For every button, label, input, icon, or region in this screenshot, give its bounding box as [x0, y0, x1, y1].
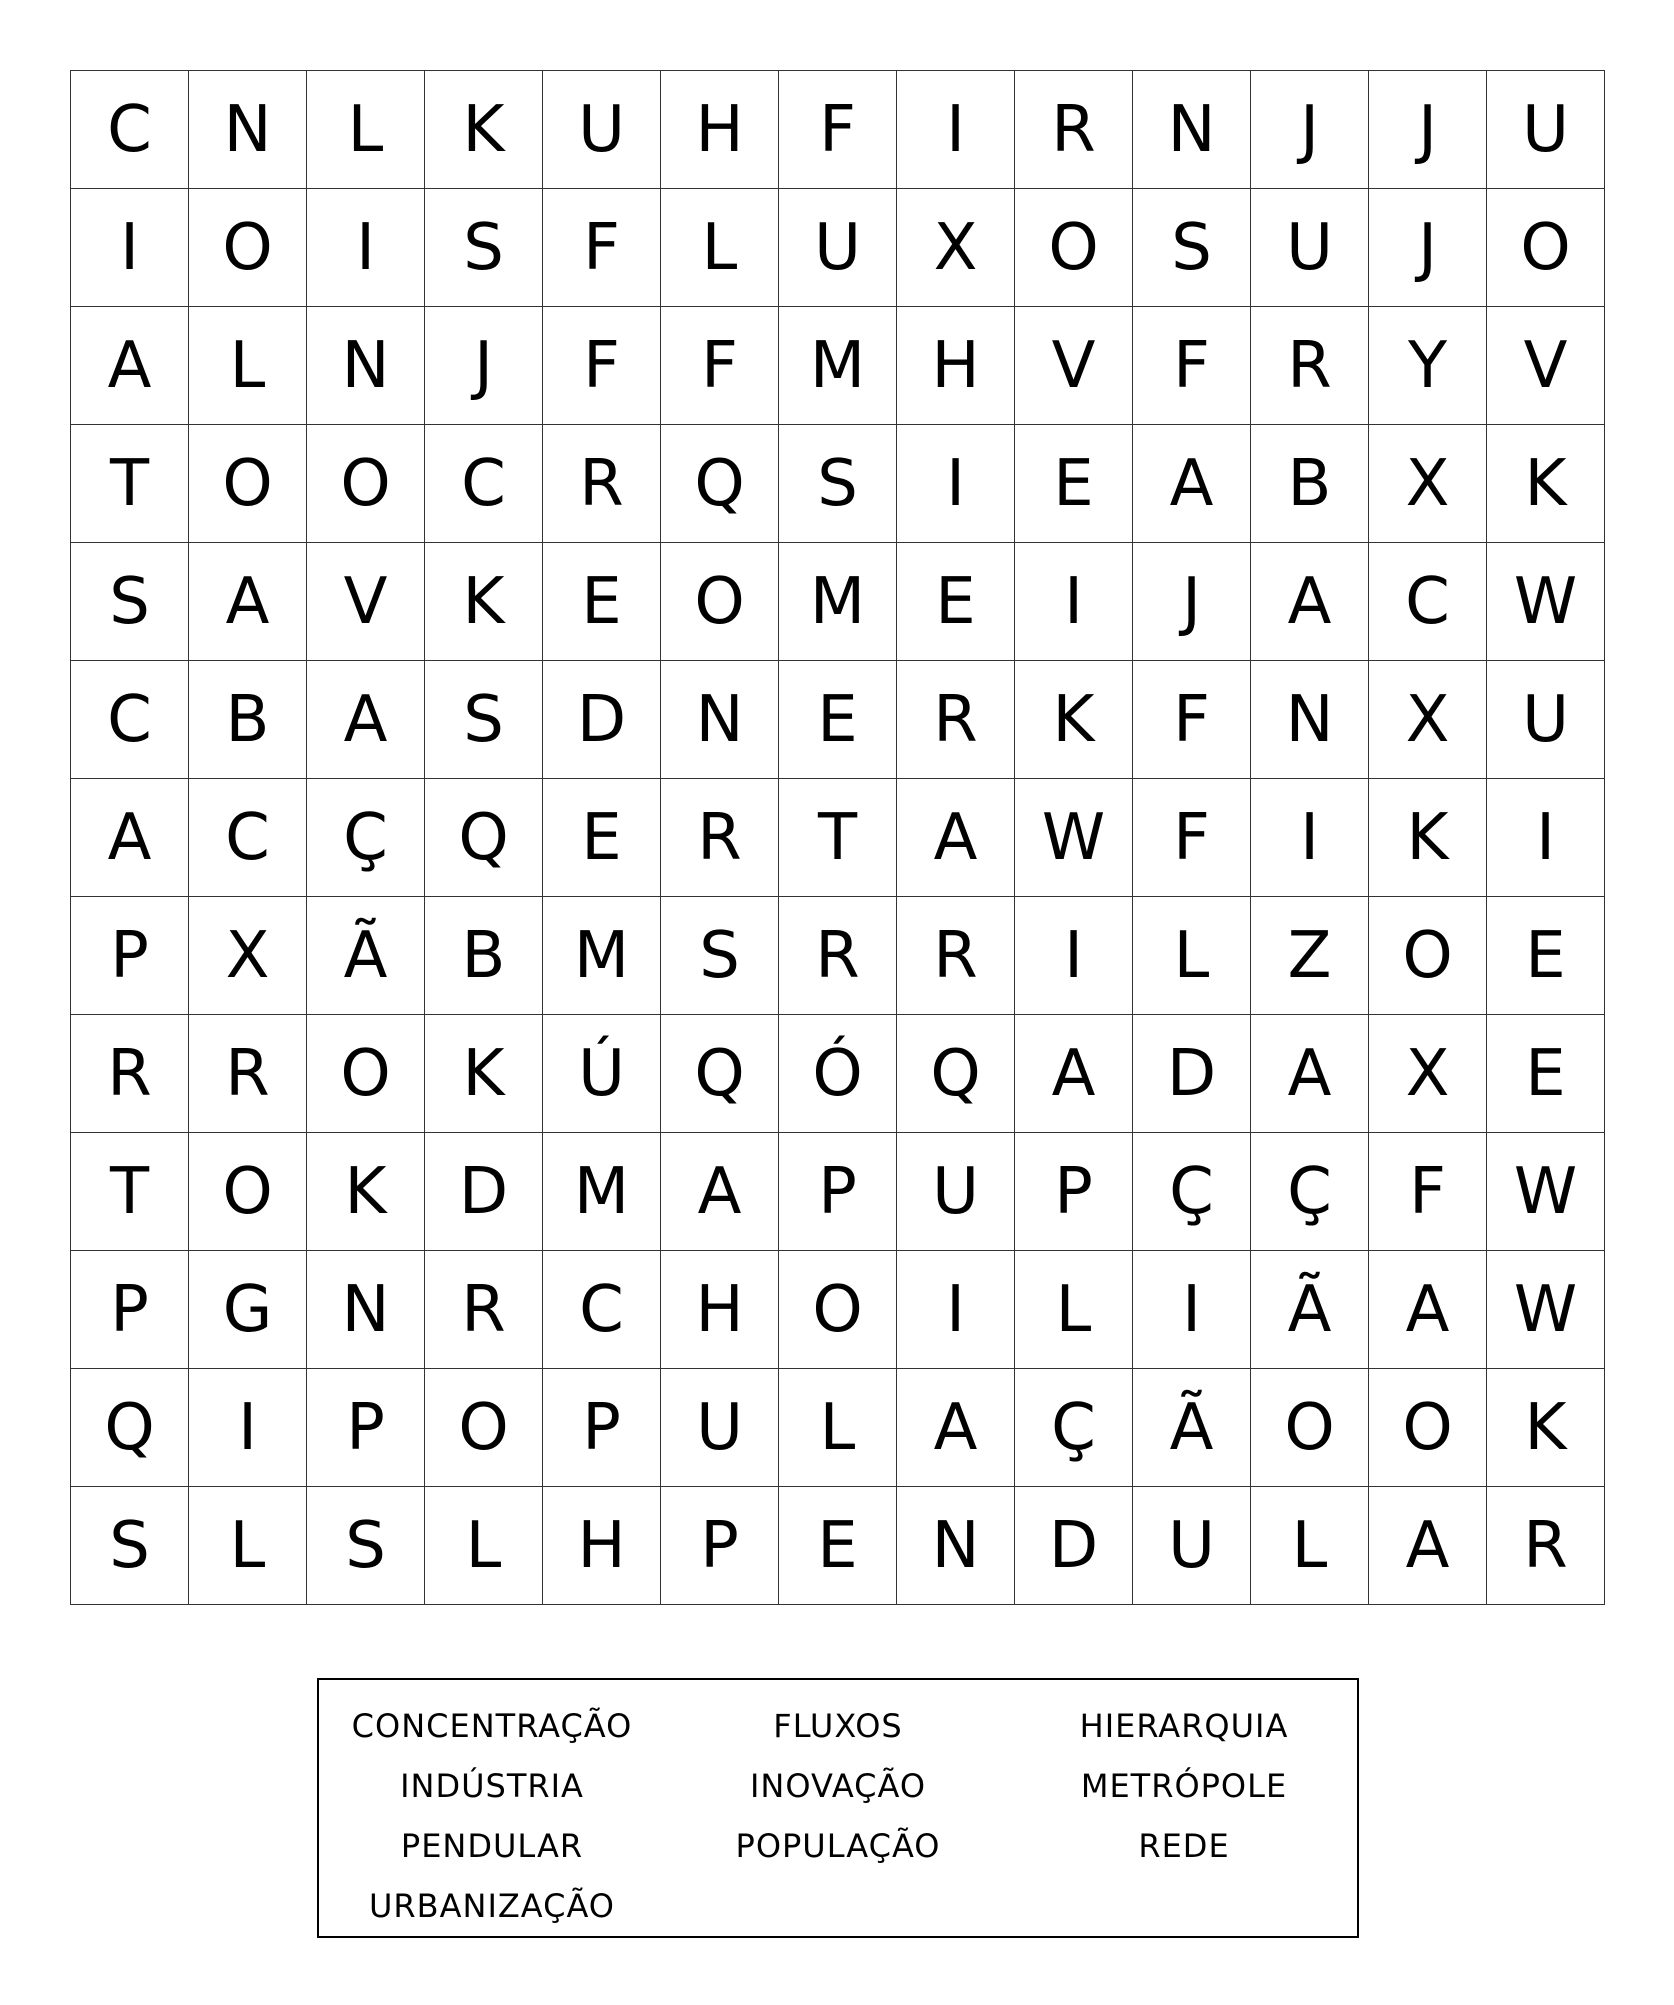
- grid-cell[interactable]: U: [897, 1133, 1015, 1251]
- grid-cell[interactable]: E: [543, 543, 661, 661]
- grid-cell[interactable]: I: [1487, 779, 1605, 897]
- grid-cell[interactable]: O: [779, 1251, 897, 1369]
- grid-cell[interactable]: U: [1487, 661, 1605, 779]
- grid-cell[interactable]: P: [1015, 1133, 1133, 1251]
- grid-cell[interactable]: B: [189, 661, 307, 779]
- grid-cell[interactable]: L: [1015, 1251, 1133, 1369]
- grid-cell[interactable]: F: [1369, 1133, 1487, 1251]
- word-item: INOVAÇÃO: [749, 1767, 927, 1805]
- grid-cell[interactable]: Q: [661, 1015, 779, 1133]
- grid-cell[interactable]: Ç: [1251, 1133, 1369, 1251]
- grid-cell[interactable]: A: [71, 779, 189, 897]
- grid-cell[interactable]: X: [1369, 425, 1487, 543]
- grid-cell[interactable]: L: [1133, 897, 1251, 1015]
- grid-cell[interactable]: O: [1015, 189, 1133, 307]
- grid-cell[interactable]: A: [1369, 1487, 1487, 1605]
- grid-cell[interactable]: Q: [71, 1369, 189, 1487]
- grid-cell[interactable]: Ú: [543, 1015, 661, 1133]
- grid-cell[interactable]: J: [425, 307, 543, 425]
- grid-cell[interactable]: R: [1251, 307, 1369, 425]
- grid-cell[interactable]: A: [307, 661, 425, 779]
- grid-cell[interactable]: V: [1487, 307, 1605, 425]
- grid-cell[interactable]: E: [779, 661, 897, 779]
- grid-cell[interactable]: T: [71, 1133, 189, 1251]
- grid-cell[interactable]: D: [1015, 1487, 1133, 1605]
- grid-cell[interactable]: I: [307, 189, 425, 307]
- grid-cell[interactable]: R: [425, 1251, 543, 1369]
- word-item: REDE: [1138, 1827, 1230, 1865]
- grid-cell[interactable]: S: [425, 189, 543, 307]
- grid-cell[interactable]: L: [779, 1369, 897, 1487]
- grid-cell[interactable]: M: [543, 897, 661, 1015]
- grid-cell[interactable]: I: [1133, 1251, 1251, 1369]
- grid-cell[interactable]: E: [897, 543, 1015, 661]
- grid-cell[interactable]: A: [1251, 543, 1369, 661]
- grid-cell[interactable]: H: [661, 71, 779, 189]
- grid-cell[interactable]: L: [189, 1487, 307, 1605]
- grid-cell[interactable]: R: [189, 1015, 307, 1133]
- grid-cell[interactable]: F: [779, 71, 897, 189]
- grid-cell[interactable]: O: [1487, 189, 1605, 307]
- grid-cell[interactable]: O: [1369, 897, 1487, 1015]
- grid-cell[interactable]: S: [425, 661, 543, 779]
- grid-cell[interactable]: M: [543, 1133, 661, 1251]
- word-item: FLUXOS: [773, 1707, 903, 1745]
- grid-cell[interactable]: N: [307, 307, 425, 425]
- grid-cell[interactable]: A: [71, 307, 189, 425]
- grid-cell[interactable]: Ç: [1133, 1133, 1251, 1251]
- grid-cell[interactable]: H: [897, 307, 1015, 425]
- grid-cell[interactable]: C: [71, 661, 189, 779]
- grid-cell[interactable]: O: [189, 1133, 307, 1251]
- grid-cell[interactable]: O: [661, 543, 779, 661]
- grid-cell[interactable]: A: [1369, 1251, 1487, 1369]
- grid-cell[interactable]: C: [1369, 543, 1487, 661]
- grid-cell[interactable]: S: [779, 425, 897, 543]
- grid-cell[interactable]: C: [71, 71, 189, 189]
- grid-cell[interactable]: I: [71, 189, 189, 307]
- grid-cell[interactable]: H: [661, 1251, 779, 1369]
- grid-cell[interactable]: U: [543, 71, 661, 189]
- grid-cell[interactable]: O: [1251, 1369, 1369, 1487]
- grid-cell[interactable]: E: [1487, 897, 1605, 1015]
- grid-cell[interactable]: X: [189, 897, 307, 1015]
- grid-cell[interactable]: S: [661, 897, 779, 1015]
- grid-cell[interactable]: K: [425, 543, 543, 661]
- grid-cell[interactable]: L: [1251, 1487, 1369, 1605]
- grid-cell[interactable]: Ç: [1015, 1369, 1133, 1487]
- grid-cell[interactable]: Ç: [307, 779, 425, 897]
- word-item: INDÚSTRIA: [400, 1767, 584, 1805]
- grid-cell[interactable]: J: [1369, 189, 1487, 307]
- grid-cell[interactable]: D: [543, 661, 661, 779]
- grid-cell[interactable]: S: [71, 543, 189, 661]
- grid-cell[interactable]: N: [661, 661, 779, 779]
- grid-cell[interactable]: R: [71, 1015, 189, 1133]
- grid-cell[interactable]: R: [543, 425, 661, 543]
- word-item: POPULAÇÃO: [735, 1827, 941, 1865]
- grid-cell[interactable]: A: [189, 543, 307, 661]
- grid-cell[interactable]: K: [425, 71, 543, 189]
- grid-cell[interactable]: K: [1487, 1369, 1605, 1487]
- grid-cell[interactable]: F: [661, 307, 779, 425]
- word-item: CONCENTRAÇÃO: [351, 1707, 633, 1745]
- grid-cell[interactable]: A: [1251, 1015, 1369, 1133]
- grid-cell[interactable]: J: [1251, 71, 1369, 189]
- grid-cell[interactable]: Y: [1369, 307, 1487, 425]
- grid-cell[interactable]: C: [189, 779, 307, 897]
- grid-cell[interactable]: K: [1369, 779, 1487, 897]
- grid-cell[interactable]: S: [307, 1487, 425, 1605]
- grid-cell[interactable]: C: [543, 1251, 661, 1369]
- word-list: [317, 1678, 1359, 1938]
- grid-cell[interactable]: R: [779, 897, 897, 1015]
- grid-cell[interactable]: I: [897, 71, 1015, 189]
- grid-cell[interactable]: I: [897, 425, 1015, 543]
- grid-cell[interactable]: Q: [425, 779, 543, 897]
- grid-cell[interactable]: L: [425, 1487, 543, 1605]
- grid-cell[interactable]: L: [661, 189, 779, 307]
- grid-cell[interactable]: P: [71, 1251, 189, 1369]
- grid-cell[interactable]: L: [189, 307, 307, 425]
- grid-cell[interactable]: I: [189, 1369, 307, 1487]
- grid-cell[interactable]: M: [779, 543, 897, 661]
- grid-cell[interactable]: R: [1487, 1487, 1605, 1605]
- grid-cell[interactable]: N: [1133, 71, 1251, 189]
- grid-cell[interactable]: X: [1369, 1015, 1487, 1133]
- grid-cell[interactable]: W: [1487, 1251, 1605, 1369]
- grid-cell[interactable]: P: [71, 897, 189, 1015]
- grid-cell[interactable]: G: [189, 1251, 307, 1369]
- grid-cell[interactable]: U: [661, 1369, 779, 1487]
- grid-cell[interactable]: F: [1133, 661, 1251, 779]
- grid-cell[interactable]: M: [779, 307, 897, 425]
- grid-cell[interactable]: I: [1015, 543, 1133, 661]
- grid-cell[interactable]: O: [189, 189, 307, 307]
- word-list-column-2: [665, 1696, 1011, 1936]
- grid-cell[interactable]: A: [897, 1369, 1015, 1487]
- grid-cell[interactable]: B: [425, 897, 543, 1015]
- grid-cell[interactable]: X: [897, 189, 1015, 307]
- grid-cell[interactable]: A: [897, 779, 1015, 897]
- grid-cell[interactable]: U: [1133, 1487, 1251, 1605]
- grid-cell[interactable]: J: [1133, 543, 1251, 661]
- grid-cell[interactable]: S: [71, 1487, 189, 1605]
- grid-cell[interactable]: U: [1251, 189, 1369, 307]
- grid-cell[interactable]: V: [1015, 307, 1133, 425]
- grid-cell[interactable]: K: [1487, 425, 1605, 543]
- grid-cell[interactable]: F: [543, 307, 661, 425]
- grid-cell[interactable]: Z: [1251, 897, 1369, 1015]
- grid-cell[interactable]: W: [1015, 779, 1133, 897]
- grid-cell[interactable]: E: [1015, 425, 1133, 543]
- word-item: HIERARQUIA: [1079, 1707, 1289, 1745]
- grid-cell[interactable]: N: [1251, 661, 1369, 779]
- grid-cell[interactable]: A: [1133, 425, 1251, 543]
- word-item: URBANIZAÇÃO: [369, 1887, 615, 1925]
- grid-cell[interactable]: Q: [897, 1015, 1015, 1133]
- grid-cell[interactable]: O: [189, 425, 307, 543]
- grid-cell[interactable]: N: [307, 1251, 425, 1369]
- grid-cell[interactable]: O: [425, 1369, 543, 1487]
- grid-cell[interactable]: U: [1487, 71, 1605, 189]
- grid-cell[interactable]: W: [1487, 1133, 1605, 1251]
- grid-cell[interactable]: P: [661, 1487, 779, 1605]
- grid-cell[interactable]: F: [543, 189, 661, 307]
- grid-cell[interactable]: B: [1251, 425, 1369, 543]
- grid-cell[interactable]: T: [71, 425, 189, 543]
- grid-cell[interactable]: D: [1133, 1015, 1251, 1133]
- grid-cell[interactable]: F: [1133, 779, 1251, 897]
- grid-cell[interactable]: H: [543, 1487, 661, 1605]
- grid-cell[interactable]: E: [1487, 1015, 1605, 1133]
- grid-cell[interactable]: I: [1251, 779, 1369, 897]
- grid-cell[interactable]: O: [1369, 1369, 1487, 1487]
- grid-cell[interactable]: J: [1369, 71, 1487, 189]
- grid-cell[interactable]: R: [897, 661, 1015, 779]
- grid-cell[interactable]: X: [1369, 661, 1487, 779]
- grid-cell[interactable]: K: [307, 1133, 425, 1251]
- grid-cell[interactable]: Q: [661, 425, 779, 543]
- grid-cell[interactable]: O: [307, 425, 425, 543]
- grid-cell[interactable]: W: [1487, 543, 1605, 661]
- word-item: METRÓPOLE: [1080, 1767, 1288, 1805]
- grid-cell[interactable]: F: [1133, 307, 1251, 425]
- word-list-column-1: [319, 1696, 665, 1936]
- grid-cell[interactable]: R: [1015, 71, 1133, 189]
- grid-cell[interactable]: C: [425, 425, 543, 543]
- grid-cell[interactable]: E: [779, 1487, 897, 1605]
- grid-cell[interactable]: K: [425, 1015, 543, 1133]
- grid-cell[interactable]: O: [307, 1015, 425, 1133]
- grid-cell[interactable]: S: [1133, 189, 1251, 307]
- letter-grid: [70, 70, 1605, 1605]
- grid-cell[interactable]: Ã: [307, 897, 425, 1015]
- grid-cell[interactable]: N: [897, 1487, 1015, 1605]
- grid-cell[interactable]: Ó: [779, 1015, 897, 1133]
- grid-cell[interactable]: Ã: [1133, 1369, 1251, 1487]
- grid-cell[interactable]: Ã: [1251, 1251, 1369, 1369]
- grid-cell[interactable]: A: [661, 1133, 779, 1251]
- grid-cell[interactable]: R: [661, 779, 779, 897]
- grid-cell[interactable]: N: [189, 71, 307, 189]
- grid-cell[interactable]: E: [543, 779, 661, 897]
- grid-cell[interactable]: A: [1015, 1015, 1133, 1133]
- grid-cell[interactable]: T: [779, 779, 897, 897]
- word-item: PENDULAR: [400, 1827, 584, 1865]
- grid-cell[interactable]: V: [307, 543, 425, 661]
- word-list-column-3: [1011, 1696, 1357, 1936]
- grid-cell[interactable]: L: [307, 71, 425, 189]
- grid-cell[interactable]: P: [779, 1133, 897, 1251]
- grid-cell[interactable]: U: [779, 189, 897, 307]
- grid-cell[interactable]: I: [1015, 897, 1133, 1015]
- grid-cell[interactable]: P: [543, 1369, 661, 1487]
- grid-cell[interactable]: D: [425, 1133, 543, 1251]
- grid-cell[interactable]: R: [897, 897, 1015, 1015]
- grid-cell[interactable]: K: [1015, 661, 1133, 779]
- grid-cell[interactable]: P: [307, 1369, 425, 1487]
- grid-cell[interactable]: I: [897, 1251, 1015, 1369]
